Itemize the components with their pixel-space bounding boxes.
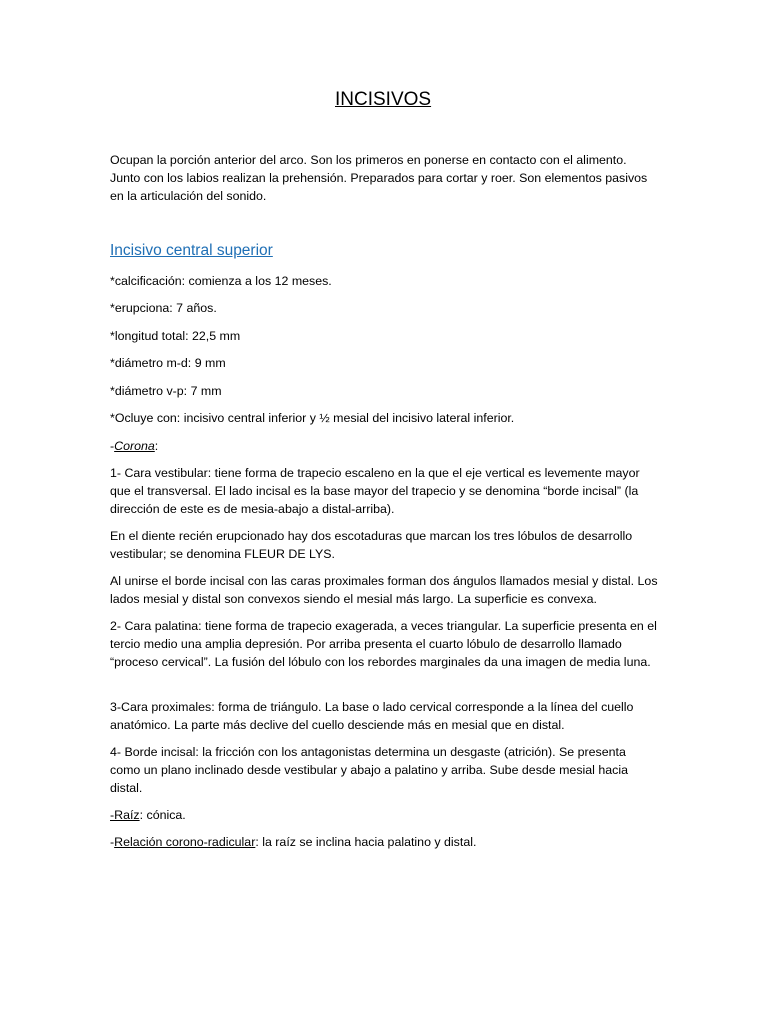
intro-paragraph: Ocupan la porción anterior del arco. Son los primeros en ponerse en contacto con el alimento. Junto con los labios realizan la prehensión. Preparados para cortar y roer. Son elementos pasivos en la articulación del sonido.: [110, 153, 648, 204]
corona-prefix: -: [110, 439, 115, 453]
relacion-text: : la raíz se inclina hacia palatino y distal.: [255, 835, 477, 849]
raiz-label: -Raíz: [110, 808, 140, 822]
fact-erupciona: *erupciona: 7 años.: [110, 301, 217, 315]
raiz-line: [110, 806, 658, 824]
corona-label: Corona: [114, 439, 155, 453]
fact-diametro-md: *diámetro m-d: 9 mm: [110, 356, 226, 370]
fact-longitud: *longitud total: 22,5 mm: [110, 329, 241, 343]
fact-diametro-vp: *diámetro v-p: 7 mm: [110, 384, 222, 398]
relacion-prefix: -: [110, 835, 115, 849]
fact-ocluye: *Ocluye con: incisivo central inferior y ½ mesial del incisivo lateral inferior.: [110, 411, 515, 425]
raiz-text: : cónica.: [139, 808, 186, 822]
relacion-label: Relación corono-radicular: [114, 835, 256, 849]
paragraph-cara-vestibular: 1- Cara vestibular: tiene forma de trapecio escaleno en la que el eje vertical es levemente mayor que el transversal. El lado incisal es la base mayor del trapecio y se denomina “borde incisal” (la dirección de este es de mesia-abajo a distal-arriba).: [110, 466, 640, 517]
paragraph-caras-proximales: 3-Cara proximales: forma de triángulo. La base o lado cervical corresponde a la línea del cuello anatómico. La parte más declive del cuello desciende más en mesial que en distal.: [110, 700, 634, 733]
corona-subheading: [110, 437, 658, 455]
page-title: INCISIVOS: [335, 89, 432, 110]
paragraph-angulos: Al unirse el borde incisal con las caras proximales forman dos ángulos llamados mesial y distal. Los lados mesial y distal son convexos siendo el mesial más largo. La superficie es convexa.: [110, 574, 658, 607]
relacion-line: [110, 833, 658, 851]
section-heading: Incisivo central superior: [110, 242, 273, 259]
paragraph-borde-incisal: 4- Borde incisal: la fricción con los antagonistas determina un desgaste (atrición). Se presenta como un plano inclinado desde vestibular y abajo a palatino y arriba. Sube desde mesial hacia distal.: [110, 745, 628, 796]
paragraph-cara-palatina: 2- Cara palatina: tiene forma de trapecio exagerada, a veces triangular. La superficie presenta en el tercio medio una amplia depresión. Por arriba presenta el cuarto lóbulo de desarrollo llamado “proceso cervical”. La fusión del lóbulo con los rebordes marginales da una imagen de media luna.: [110, 619, 657, 670]
fact-calcificacion: *calcificación: comienza a los 12 meses.: [110, 274, 332, 288]
paragraph-fleur-de-lys: En el diente recién erupcionado hay dos escotaduras que marcan los tres lóbulos de desarrollo vestibular; se denomina FLEUR DE LYS.: [110, 529, 633, 562]
corona-suffix: :: [154, 439, 159, 453]
